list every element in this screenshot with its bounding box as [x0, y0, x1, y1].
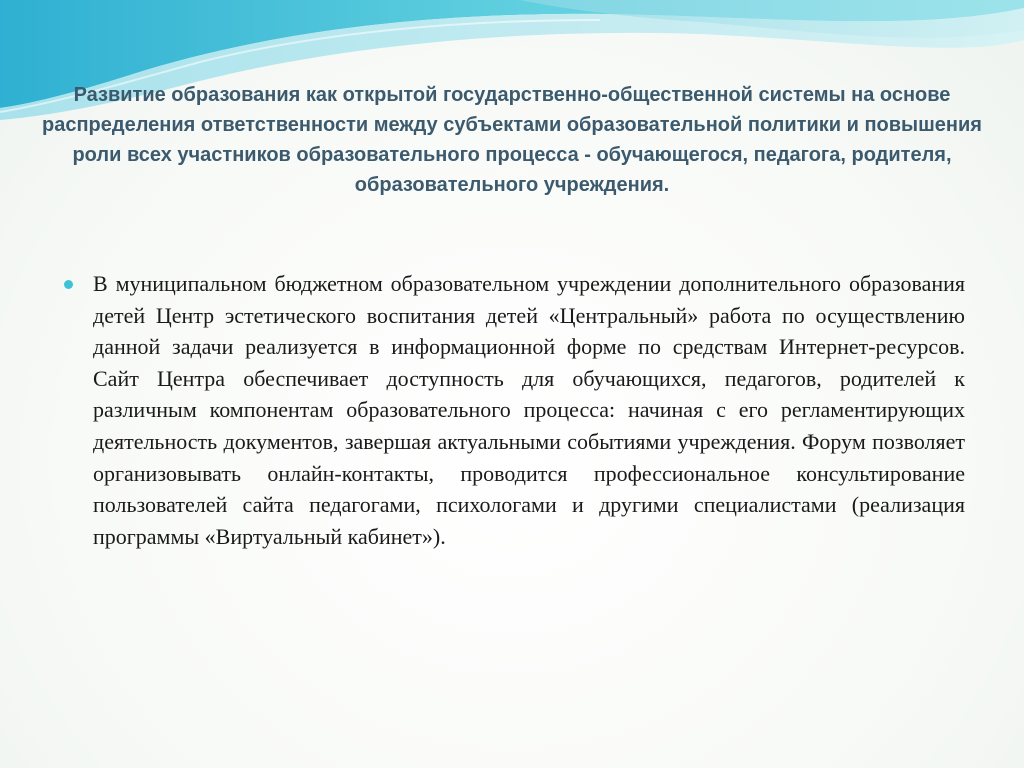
- list-item: [60, 268, 965, 552]
- bullet-list: [60, 268, 965, 552]
- slide-title: Развитие образования как открытой государственно-общественной системы на основе распределения ответственности между субъектами образовательной политики и повышения роли всех участников образовательного процесса - обучающегося, педагога, родителя, образовательного учреждения.: [42, 84, 982, 196]
- bullet-dot-icon: [64, 280, 73, 289]
- bullet-text: В муниципальном бюджетном образовательном учреждении дополнительного образования детей Центр эстетического воспитания детей «Центральный» работа по осуществлению данной задачи реализуется в информационной форме по средствам Интернет-ресурсов. Сайт Центра обеспечивает доступность для обучающихся, педагогов, родителей к различным компонентам образовательного процесса: начиная с его регламентирующих деятельность документов, завершая актуальными событиями учреждения. Форум позволяет организовывать онлайн-контакты, проводится профессиональное консультирование пользователей сайта педагогами, психологами и другими специалистами (реализация программы «Виртуальный кабинет»).: [93, 271, 965, 549]
